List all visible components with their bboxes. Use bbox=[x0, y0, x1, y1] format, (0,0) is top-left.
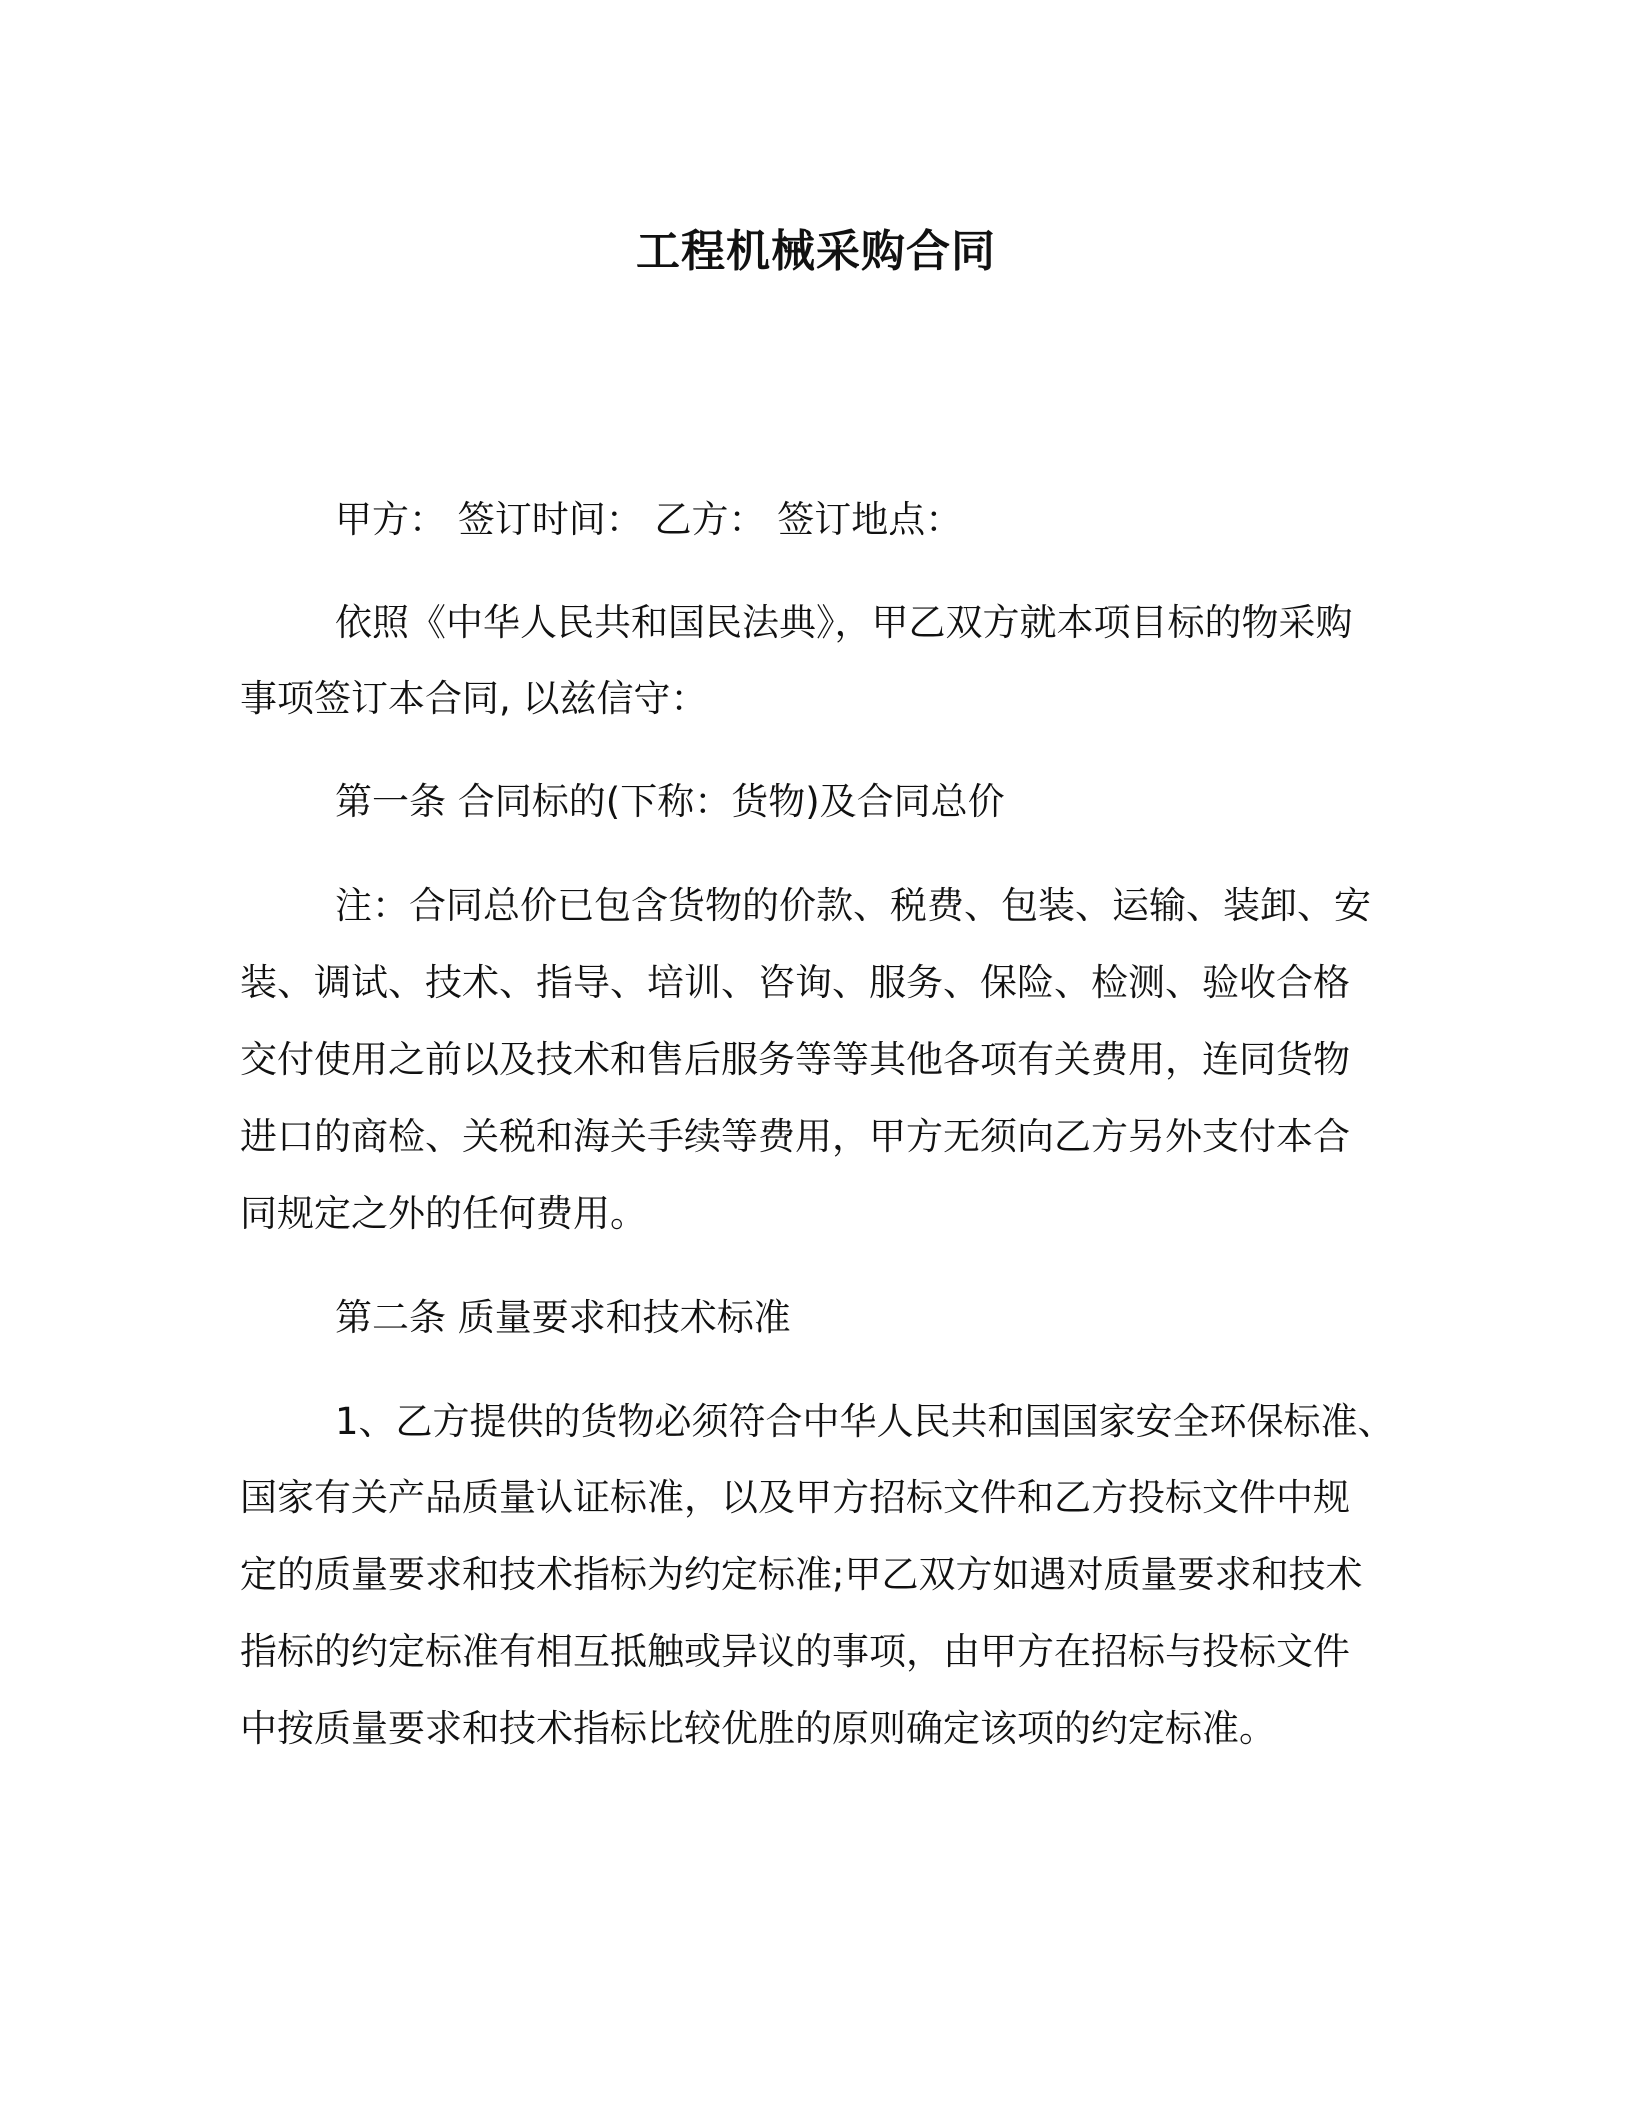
article1-note-line-3: 交付使用之前以及技术和售后服务等等其他各项有关费用，连同货物 bbox=[240, 1038, 1350, 1081]
article1-note-line-4: 进口的商检、关税和海关手续等费用，甲方无须向乙方另外支付本合 bbox=[240, 1115, 1350, 1158]
article2-clause1-line-2: 国家有关产品质量认证标准，以及甲方招标文件和乙方投标文件中规 bbox=[240, 1476, 1350, 1519]
document-title: 工程机械采购合同 bbox=[636, 226, 996, 277]
preamble-line-1: 依照《中华人民共和国民法典》，甲乙双方就本项目标的物采购 bbox=[335, 601, 1353, 644]
article2-clause1-line-5: 中按质量要求和技术指标比较优胜的原则确定该项的约定标准。 bbox=[240, 1707, 1276, 1750]
article1-note-line-2: 装、调试、技术、指导、培训、咨询、服务、保险、检测、验收合格 bbox=[240, 961, 1350, 1004]
preamble-line-2: 事项签订本合同, 以兹信守： bbox=[240, 677, 708, 720]
article2-clause1-line-3: 定的质量要求和技术指标为约定标准;甲乙双方如遇对质量要求和技术 bbox=[240, 1553, 1363, 1596]
article1-heading: 第一条 合同标的(下称：货物)及合同总价 bbox=[335, 780, 1005, 823]
parties-line: 甲方： 签订时间： 乙方： 签订地点： bbox=[335, 498, 963, 541]
article2-heading: 第二条 质量要求和技术标准 bbox=[335, 1296, 791, 1339]
article2-clause1-line-1: 1、乙方提供的货物必须符合中华人民共和国国家安全环保标准、 bbox=[335, 1400, 1395, 1443]
article2-clause1-line-4: 指标的约定标准有相互抵触或异议的事项，由甲方在招标与投标文件 bbox=[240, 1630, 1350, 1673]
article1-note-line-1: 注：合同总价已包含货物的价款、税费、包装、运输、装卸、安 bbox=[335, 884, 1371, 927]
article1-note-line-5: 同规定之外的任何费用。 bbox=[240, 1192, 647, 1235]
